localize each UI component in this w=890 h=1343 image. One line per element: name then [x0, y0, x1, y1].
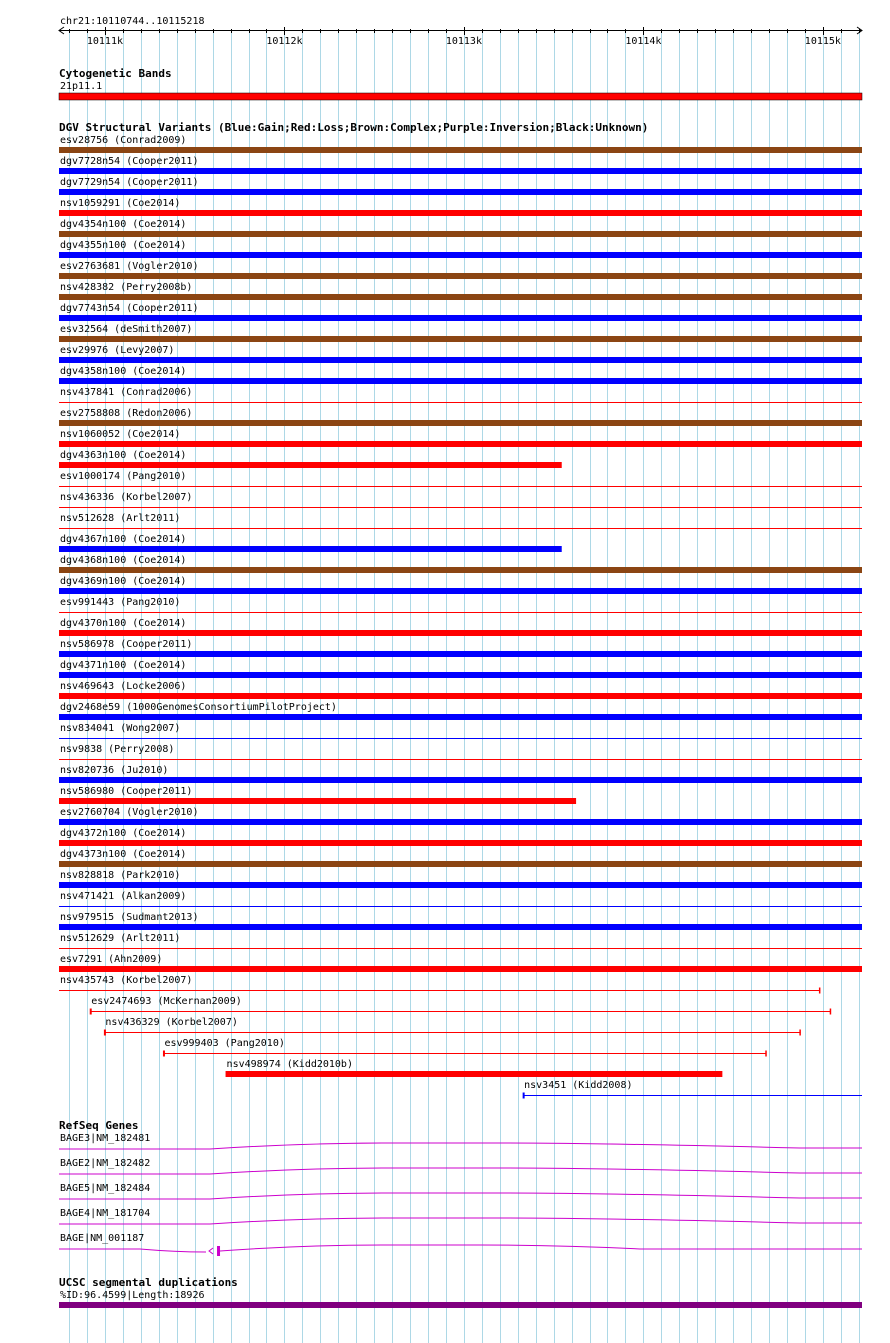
dgv-variant-bar[interactable]: [59, 630, 862, 636]
dgv-variant-bar[interactable]: [59, 420, 862, 426]
dgv-variant-label: dgv7728n54 (Cooper2011): [60, 156, 199, 167]
dgv-variant-label: nsv1059291 (Coe2014): [60, 198, 181, 209]
dgv-variant-bar[interactable]: [59, 966, 862, 972]
dgv-variant-bar[interactable]: [59, 651, 862, 657]
dgv-variant-label: nsv820736 (Ju2010): [60, 765, 169, 776]
dgv-variant-bar[interactable]: [59, 252, 862, 258]
dgv-variant-label: nsv498974 (Kidd2010b): [226, 1059, 353, 1070]
dgv-variant-label: dgv4369n100 (Coe2014): [60, 576, 187, 587]
dgv-variant-label: dgv4372n100 (Coe2014): [60, 828, 187, 839]
dgv-variant-bar[interactable]: [59, 924, 862, 930]
dgv-variant-label: nsv1060052 (Coe2014): [60, 429, 181, 440]
refseq-gene-label: BAGE4|NM_181704: [60, 1208, 151, 1219]
cytoband-bar[interactable]: [59, 93, 862, 100]
dgv-variant-label: dgv4370n100 (Coe2014): [60, 618, 187, 629]
cytoband-label: 21p11.1: [60, 81, 103, 92]
dgv-variant-label: esv2760704 (Vogler2010): [60, 807, 199, 818]
dgv-variant-label: nsv437841 (Conrad2006): [60, 387, 193, 398]
segdup-bar[interactable]: [59, 1302, 862, 1308]
segdup-track-title: UCSC segmental duplications: [59, 1276, 238, 1289]
ruler-tick-label: 10114k: [625, 36, 662, 47]
dgv-variant-label: nsv9838 (Perry2008): [60, 744, 175, 755]
dgv-variant-bar[interactable]: [59, 294, 862, 300]
dgv-variant-label: nsv828818 (Park2010): [60, 870, 181, 881]
dgv-variant-label: nsv979515 (Sudmant2013): [60, 912, 199, 923]
dgv-variant-bar[interactable]: [59, 189, 862, 195]
dgv-variant-label: dgv4373n100 (Coe2014): [60, 849, 187, 860]
dgv-variant-bar[interactable]: [59, 777, 862, 783]
dgv-variant-label: dgv4358n100 (Coe2014): [60, 366, 187, 377]
dgv-variant-bar[interactable]: [59, 336, 862, 342]
dgv-variant-label: esv29976 (Levy2007): [60, 345, 175, 356]
dgv-variant-label: dgv7729n54 (Cooper2011): [60, 177, 199, 188]
ruler-tick-label: 10115k: [804, 36, 841, 47]
dgv-variant-label: esv2474693 (McKernan2009): [91, 996, 242, 1007]
dgv-variant-bar[interactable]: [59, 882, 862, 888]
segdup-label: %ID:96.4599|Length:18926: [60, 1290, 205, 1301]
dgv-variant-bar[interactable]: [59, 273, 862, 279]
dgv-variant-bar[interactable]: [59, 693, 862, 699]
dgv-variant-label: nsv586978 (Cooper2011): [60, 639, 193, 650]
region-label: chr21:10110744..10115218: [60, 16, 205, 27]
dgv-variant-bar[interactable]: [59, 357, 862, 363]
ruler-tick-label: 10112k: [266, 36, 303, 47]
dgv-variant-label: esv999403 (Pang2010): [164, 1038, 285, 1049]
dgv-variant-bar[interactable]: [59, 168, 862, 174]
dgv-variant-label: nsv586980 (Cooper2011): [60, 786, 193, 797]
dgv-variant-label: esv1000174 (Pang2010): [60, 471, 187, 482]
dgv-variant-bar[interactable]: [59, 210, 862, 216]
dgv-variant-label: esv2758808 (Redon2006): [60, 408, 193, 419]
dgv-variant-bar[interactable]: [59, 231, 862, 237]
dgv-variant-bar[interactable]: [226, 1071, 723, 1077]
dgv-variant-bar[interactable]: [59, 819, 862, 825]
dgv-variant-label: dgv4368n100 (Coe2014): [60, 555, 187, 566]
dgv-variant-label: dgv4371n100 (Coe2014): [60, 660, 187, 671]
refseq-gene-label: BAGE2|NM_182482: [60, 1158, 151, 1169]
dgv-variant-label: nsv436336 (Korbel2007): [60, 492, 193, 503]
dgv-variant-label: dgv2468e59 (1000GenomesConsortiumPilotProject): [60, 702, 337, 713]
dgv-variant-label: esv32564 (deSmith2007): [60, 324, 193, 335]
dgv-variant-label: nsv428382 (Perry2008b): [60, 282, 193, 293]
dgv-variant-label: nsv512629 (Arlt2011): [60, 933, 181, 944]
dgv-variant-bar[interactable]: [59, 441, 862, 447]
dgv-variant-label: dgv4363n100 (Coe2014): [60, 450, 187, 461]
dgv-variant-bar[interactable]: [59, 378, 862, 384]
dgv-variant-label: nsv834041 (Wong2007): [60, 723, 181, 734]
dgv-variant-label: esv7291 (Ahn2009): [60, 954, 163, 965]
cytogenetic-bands-title: Cytogenetic Bands: [59, 67, 172, 80]
dgv-variant-label: nsv436329 (Korbel2007): [105, 1017, 238, 1028]
dgv-variant-bar[interactable]: [59, 672, 862, 678]
dgv-variant-label: esv28756 (Conrad2009): [60, 135, 187, 146]
dgv-variant-bar[interactable]: [59, 798, 576, 804]
dgv-variant-bar[interactable]: [59, 147, 862, 153]
refseq-exon[interactable]: [217, 1246, 220, 1256]
dgv-variant-label: dgv4367n100 (Coe2014): [60, 534, 187, 545]
dgv-variant-label: esv2763681 (Vogler2010): [60, 261, 199, 272]
dgv-variant-label: nsv471421 (Alkan2009): [60, 891, 187, 902]
dgv-variant-bar[interactable]: [59, 567, 862, 573]
ruler-tick-label: 10111k: [86, 36, 124, 47]
dgv-variant-bar[interactable]: [59, 315, 862, 321]
dgv-variant-label: nsv3451 (Kidd2008): [524, 1080, 633, 1091]
dgv-variant-bar[interactable]: [59, 546, 562, 552]
dgv-variant-bar[interactable]: [59, 462, 562, 468]
dgv-variant-label: dgv4355n100 (Coe2014): [60, 240, 187, 251]
dgv-variant-bar[interactable]: [59, 714, 862, 720]
refseq-gene-label: BAGE5|NM_182484: [60, 1183, 151, 1194]
dgv-track-title: DGV Structural Variants (Blue:Gain;Red:Loss;Brown:Complex;Purple:Inversion;Black:Unknown): [59, 121, 649, 134]
refseq-gene-label: BAGE3|NM_182481: [60, 1133, 151, 1144]
dgv-variant-label: esv991443 (Pang2010): [60, 597, 181, 608]
dgv-variant-bar[interactable]: [59, 840, 862, 846]
dgv-variant-label: nsv435743 (Korbel2007): [60, 975, 193, 986]
dgv-variant-label: dgv4354n100 (Coe2014): [60, 219, 187, 230]
ruler-tick-label: 10113k: [445, 36, 482, 47]
dgv-variant-bar[interactable]: [59, 861, 862, 867]
dgv-variant-label: nsv512628 (Arlt2011): [60, 513, 181, 524]
dgv-variant-label: dgv7743n54 (Cooper2011): [60, 303, 199, 314]
refseq-track-title: RefSeq Genes: [59, 1119, 139, 1132]
dgv-variant-bar[interactable]: [59, 588, 862, 594]
dgv-variant-label: nsv469643 (Locke2006): [60, 681, 187, 692]
refseq-gene-label: BAGE|NM_001187: [60, 1233, 145, 1244]
